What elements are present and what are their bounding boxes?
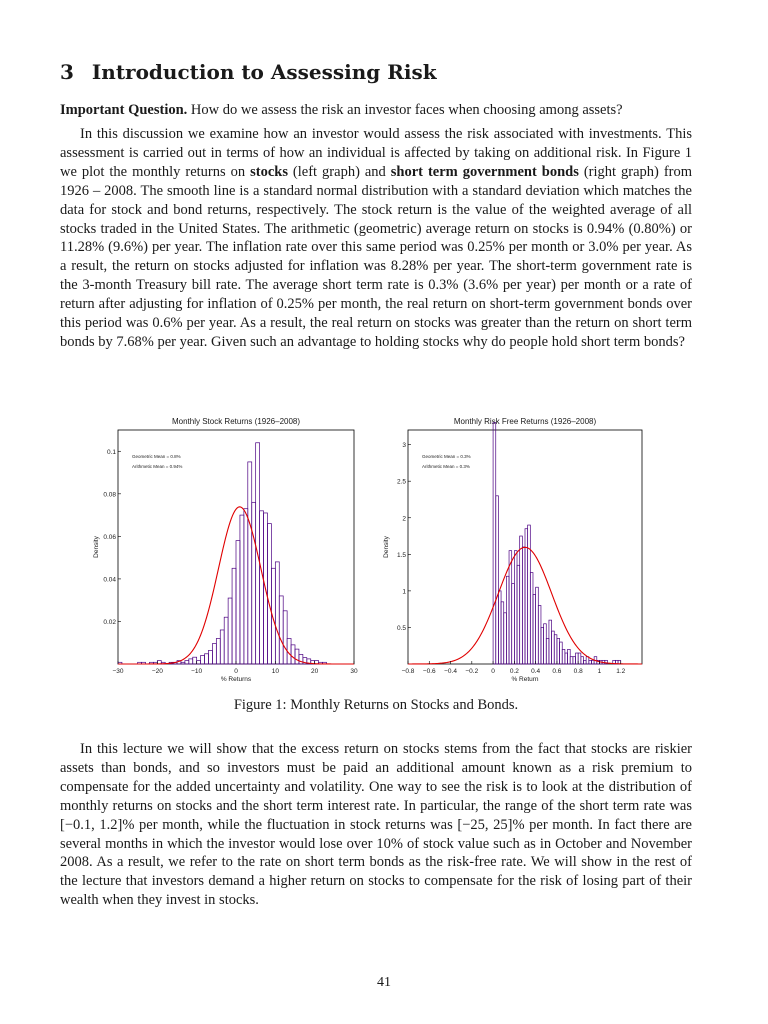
intro-paragraph: [60, 125, 692, 352]
x-tick-label: −10: [191, 668, 203, 675]
section-heading: [60, 60, 437, 84]
y-tick-label: 0.08: [103, 491, 116, 499]
y-tick-label: 2: [402, 515, 406, 523]
x-tick-label: 1.2: [616, 668, 626, 675]
bonds-bold: short term government bonds: [390, 163, 579, 180]
x-axis-label: % Returns: [220, 676, 252, 683]
chart-title: Monthly Risk Free Returns (1926–2008): [453, 417, 597, 426]
x-tick-label: −0.6: [422, 668, 436, 675]
chart-annotation: Geometric Mean = 0.8%: [132, 454, 181, 459]
x-tick-label: 0.6: [552, 668, 562, 675]
y-tick-label: 0.04: [103, 576, 116, 584]
risk-free-returns-histogram: [380, 412, 654, 690]
x-tick-label: 0.8: [573, 668, 583, 675]
y-tick-label: 0.02: [103, 618, 116, 626]
chart-annotation: Geometric Mean = 0.3%: [422, 454, 471, 459]
y-tick-label: 1: [402, 588, 406, 596]
chart-annotation: Arithmetic Mean = 0.94%: [132, 464, 183, 469]
y-tick-label: 0.5: [396, 624, 406, 632]
section-number: 3: [60, 60, 74, 84]
figure-caption: Figure 1: Monthly Returns on Stocks and Bonds.: [233, 697, 519, 713]
stocks-bold: stocks: [250, 163, 288, 180]
section-title: Introduction to Assessing Risk: [91, 60, 437, 84]
y-tick-label: 0.1: [106, 448, 116, 456]
x-tick-label: 20: [311, 668, 319, 675]
page-number: 41: [377, 975, 391, 990]
y-tick-label: 0.06: [103, 533, 116, 541]
x-tick-label: −30: [112, 668, 124, 675]
intro-text-3: (right graph) from 1926 – 2008. The smooth line is a standard normal distribution with a standard deviation which matches the data for stock and bond returns, respectively. The stock return is the value of the weighted average of all stocks traded in the United States. The arithmetic (geometric) average return on stocks is 0.94% (0.80%) or 11.28% (9.6%) per year. The inflation rate over this same period was 0.25% per month or 3.0% per year. As a result, the return on stocks adjusted for inflation was 8.28% per year. The short-term government rate is the 3-month Treasury bill rate. The average short term rate is 0.3% (3.6% per year) per month or a rate of return after adjusting for inflation of 0.25% per month, the real return on short-term government bonds over this period was 0.6% per year. As a result, the real return on stocks was greater than the return on short term bonds by 7.68% per year. Given such an advantage to holding stocks why do people hold short term bonds?: [60, 163, 693, 350]
stock-returns-histogram: [88, 412, 374, 690]
important-question: [60, 101, 692, 120]
risk-free-returns-svg: [380, 412, 654, 686]
lecture-paragraph: In this lecture we will show that the excess return on stocks stems from the fact that stocks are riskier assets than bonds, and so investors must be paid an additional amount known as a risk premium to compensate for the added uncertainty and volatility. One way to see the risk is to look at the distribution of monthly returns on stocks and the short term interest rate. In particular, the range of the short term rate was [−0.1, 1.2]% per month, while the fluctuation in stock returns was [−25, 25]% per month. In fact there are several months in which the investor would lose over 10% of stock value such as in October and November 2008. As a result, we refer to the rate on short term bonds as the risk-free rate. We will show in the rest of the lecture that investors demand a higher return on stocks to compensate for the risk of losing part of their wealth when they invest in stocks.: [60, 741, 692, 909]
x-tick-label: 0.2: [509, 668, 519, 675]
y-axis-label: Density: [383, 536, 390, 558]
x-tick-label: −20: [151, 668, 163, 675]
x-tick-label: −0.8: [401, 668, 415, 675]
x-tick-label: 0: [234, 668, 238, 675]
y-axis-label: Density: [93, 536, 100, 558]
x-tick-label: 1: [597, 668, 602, 675]
x-tick-label: 0.4: [531, 668, 541, 675]
x-axis-label: % Return: [511, 676, 539, 683]
x-tick-label: −0.4: [444, 668, 457, 675]
x-tick-label: 0: [491, 668, 495, 675]
x-tick-label: 30: [350, 668, 358, 675]
question-text: How do we assess the risk an investor faces when choosing among assets?: [187, 102, 623, 118]
y-tick-label: 2.5: [396, 478, 406, 486]
chart-annotation: Arithmetic Mean = 0.3%: [422, 464, 470, 469]
intro-text-2: (left graph) and: [287, 163, 391, 180]
question-label: Important Question.: [60, 102, 188, 118]
x-tick-label: −0.2: [465, 668, 479, 675]
intro-text-1: In this discussion we examine how an investor would assess the risk associated with investments. This assessment is carried out in terms of how an individual is affected by taking on additional risk. In Figure 1 we plot the monthly returns on: [60, 126, 692, 180]
stock-returns-svg: [88, 412, 374, 686]
y-tick-label: 1.5: [396, 551, 406, 559]
chart-title: Monthly Stock Returns (1926–2008): [171, 417, 301, 426]
x-tick-label: 10: [271, 668, 279, 675]
y-tick-label: 3: [402, 442, 406, 450]
